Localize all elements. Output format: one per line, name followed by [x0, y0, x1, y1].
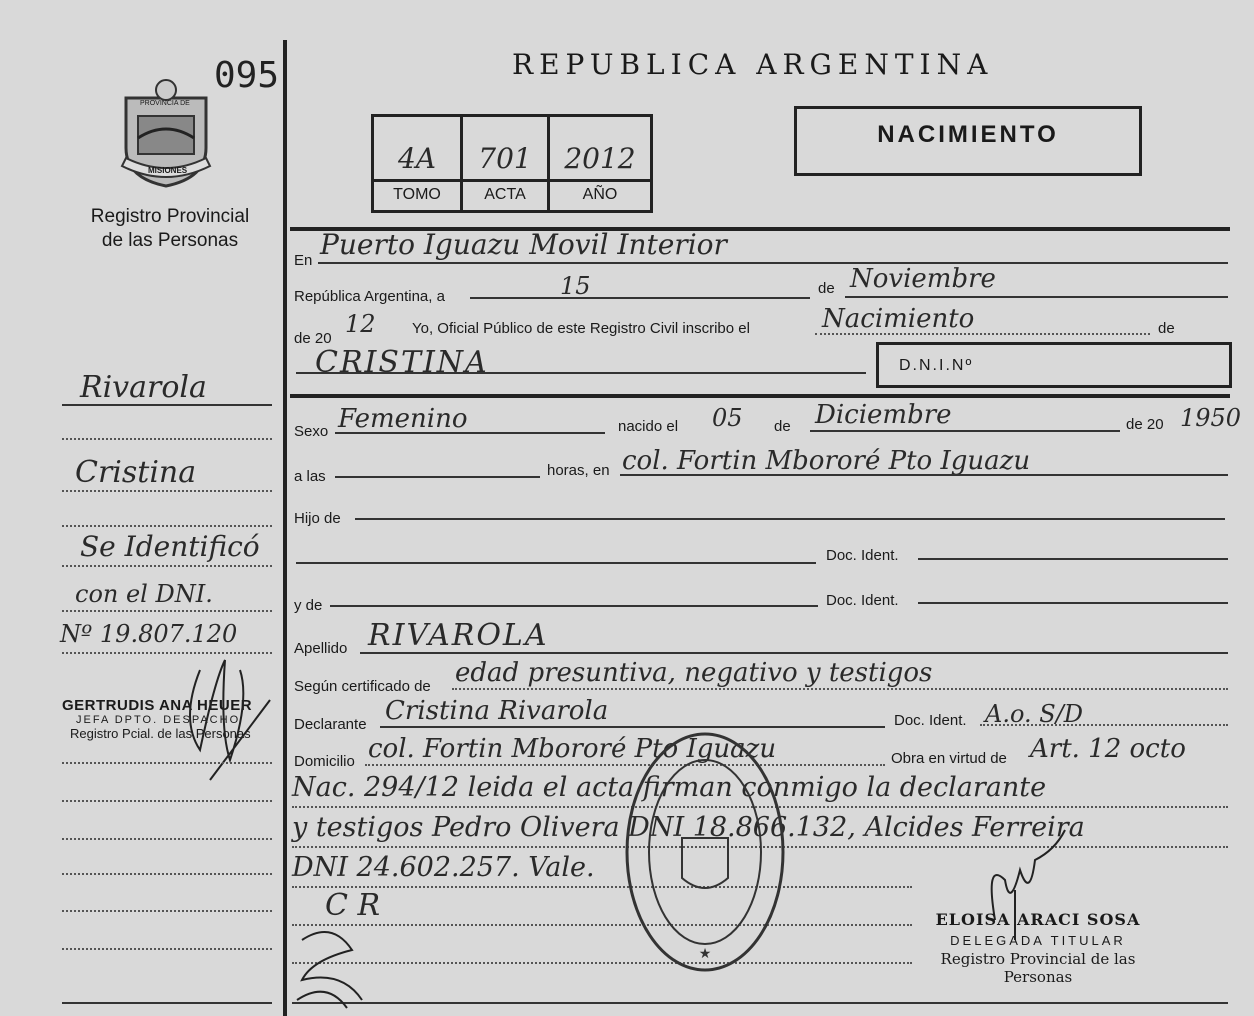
domicilio-label: Domicilio — [294, 753, 355, 770]
sexo-value: Femenino — [338, 404, 468, 434]
initials: C R — [325, 888, 381, 923]
official-block — [918, 910, 1158, 986]
left-rule — [62, 610, 272, 612]
official-org: Registro Provincial de las Personas — [940, 950, 1136, 986]
inscribo-value: Nacimiento — [822, 304, 975, 334]
hijo-line2 — [296, 562, 816, 564]
apellido-line — [360, 652, 1228, 654]
dni-box — [876, 342, 1232, 388]
margin-divider — [283, 40, 287, 1016]
record-type: NACIMIENTO — [877, 121, 1059, 148]
lugar-value: col. Fortin Mbororé Pto Iguazu — [622, 446, 1031, 476]
en-label: En — [294, 252, 313, 269]
doc1-label: Doc. Ident. — [826, 547, 899, 564]
docdecl-line — [980, 724, 1228, 726]
doc2-label: Doc. Ident. — [826, 592, 899, 609]
text-rule4 — [292, 924, 912, 926]
record-type-box — [794, 106, 1142, 176]
obra-label: Obra en virtud de — [891, 750, 1007, 767]
acta-label: ACTA — [484, 186, 526, 203]
left-note-line3: Nº 19.807.120 — [60, 620, 238, 648]
hijo-line — [355, 518, 1225, 520]
mes-nac-value: Diciembre — [815, 400, 952, 430]
de20-label: de 20 — [294, 330, 332, 347]
seal-top-text: PROVINCIA DE — [140, 100, 190, 107]
en-line — [318, 262, 1228, 264]
official-role: DELEGADA TITULAR — [950, 933, 1126, 948]
horas-label: horas, en — [547, 462, 610, 479]
docdecl-value: A.o. S/D — [985, 700, 1084, 728]
declarant-signature — [292, 920, 372, 1012]
anio-value: 2012 — [564, 141, 636, 175]
text-line3: DNI 24.602.257. Vale. — [292, 852, 595, 883]
left-rule — [62, 800, 272, 802]
apellido-value: RIVAROLA — [368, 618, 549, 653]
obra-value: Art. 12 octo — [1030, 734, 1186, 764]
bottom-rule — [292, 1002, 1228, 1004]
domicilio-value: col. Fortin Mbororé Pto Iguazu — [368, 734, 777, 764]
left-note-line1: Se Identificó — [80, 530, 260, 563]
name-value: CRISTINA — [315, 345, 489, 380]
registry-title-line2: de las Personas — [101, 230, 239, 251]
registry-title — [70, 205, 270, 253]
apellido-label: Apellido — [294, 640, 348, 657]
tomo-label: TOMO — [393, 186, 441, 203]
de3-label: de — [774, 418, 791, 435]
hijo-label: Hijo de — [294, 510, 341, 527]
heuer-stamp-org: Registro Pcial. de las Personas — [70, 726, 251, 741]
doc2-line — [918, 602, 1228, 604]
seal-bottom-text: MISIONES — [148, 166, 188, 175]
tomo-acta-anio-table — [371, 114, 653, 213]
left-rule — [62, 948, 272, 950]
heuer-signature — [170, 640, 280, 790]
heuer-stamp-name: GERTRUDIS ANA HEUER — [62, 697, 253, 714]
left-rule — [62, 762, 272, 764]
dni-label: D.N.I.Nº — [899, 357, 974, 374]
ra-line — [470, 297, 810, 299]
yde-line — [330, 605, 818, 607]
inscribo-line — [815, 333, 1150, 335]
ra-label: República Argentina, a — [294, 288, 445, 305]
sexo-label: Sexo — [294, 423, 329, 440]
official-name: ELOISA ARACI SOSA — [935, 910, 1141, 929]
segun-line — [452, 688, 1228, 690]
name-line — [296, 372, 866, 374]
sexo-line — [335, 432, 605, 434]
round-registry-stamp — [622, 728, 788, 976]
left-rule — [62, 490, 272, 492]
text-rule5 — [292, 962, 912, 964]
month-value: Noviembre — [850, 264, 996, 294]
yde-label: y de — [294, 597, 323, 614]
left-rule — [62, 525, 272, 527]
form-divider — [290, 394, 1230, 398]
de4-label: de 20 — [1126, 416, 1164, 433]
country-title: REPUBLICA ARGENTINA — [512, 48, 994, 81]
alas-label: a las — [294, 468, 326, 485]
acta-value: 701 — [478, 141, 532, 175]
de-label: de — [818, 280, 835, 297]
declarante-label: Declarante — [294, 716, 367, 733]
record-number: 095 — [214, 55, 280, 96]
segun-label: Según certificado de — [294, 678, 431, 695]
nacido-label: nacido el — [618, 418, 679, 435]
de2-label: de — [1158, 320, 1175, 337]
left-rule — [62, 910, 272, 912]
doc1-line — [918, 558, 1228, 560]
dia-value: 05 — [712, 404, 743, 432]
docdecl-label: Doc. Ident. — [894, 712, 967, 729]
text-line2: y testigos Pedro Olivera DNI 18.866.132, Alcides Ferreira — [292, 812, 1085, 843]
ra-value: 15 — [560, 272, 591, 300]
tomo-value: 4A — [397, 141, 437, 175]
provincial-seal — [118, 78, 214, 188]
year-value: 12 — [345, 310, 376, 338]
lugar-line — [620, 474, 1228, 476]
yo-label: Yo, Oficial Público de este Registro Civil inscribo el — [412, 320, 750, 337]
svg-text:★: ★ — [698, 945, 712, 961]
left-surname: Rivarola — [80, 370, 207, 405]
text-rule3 — [292, 886, 912, 888]
month-line — [845, 296, 1228, 298]
anio-nac-value: 1950 — [1180, 404, 1242, 432]
mes-nac-line — [810, 430, 1120, 432]
left-rule — [62, 1002, 272, 1004]
left-note-line2: con el DNI. — [75, 580, 213, 608]
anio-label: AÑO — [582, 186, 618, 203]
en-value: Puerto Iguazu Movil Interior — [320, 228, 727, 261]
left-rule — [62, 438, 272, 440]
left-rule — [62, 565, 272, 567]
text-line1: Nac. 294/12 leida el acta firman conmigo la declarante — [292, 772, 1047, 803]
declarante-value: Cristina Rivarola — [385, 696, 609, 726]
left-rule — [62, 873, 272, 875]
left-surname-underline — [62, 404, 272, 406]
heuer-stamp-role: JEFA DPTO. DESPACHO — [76, 714, 241, 726]
segun-value: edad presuntiva, negativo y testigos — [455, 658, 933, 688]
left-rule — [62, 838, 272, 840]
registry-title-line1: Registro Provincial — [90, 206, 250, 227]
left-name: Cristina — [75, 455, 197, 490]
alas-line — [335, 476, 540, 478]
